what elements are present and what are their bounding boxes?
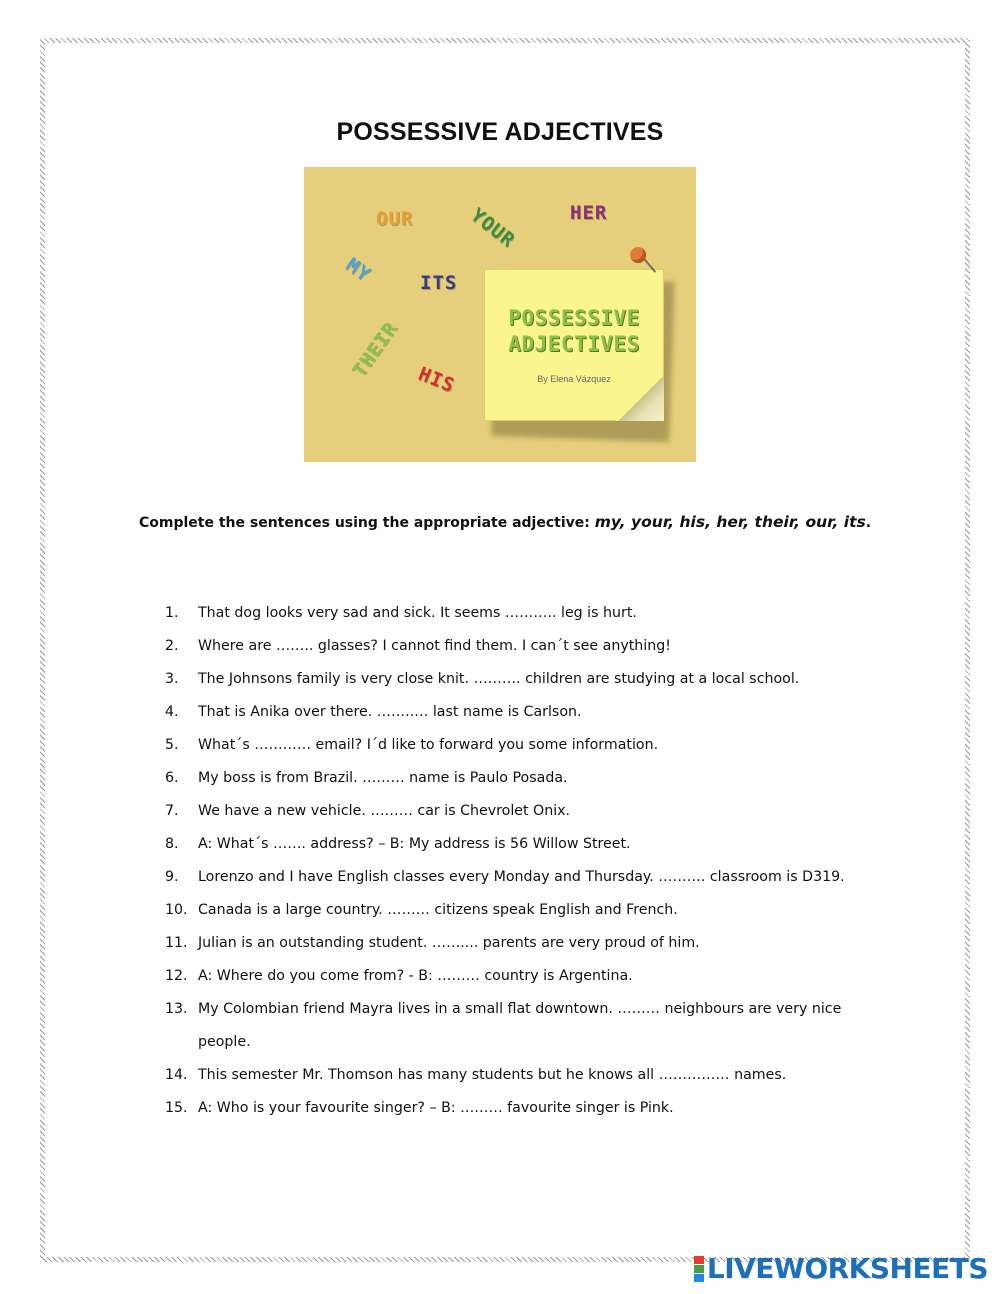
liveworksheets-icon: [694, 1256, 704, 1282]
item-number: 9.: [165, 869, 179, 885]
list-item: [165, 993, 885, 1059]
item-number: 3.: [165, 671, 179, 687]
page-curl: [616, 377, 664, 421]
banner-word-my: MY: [341, 253, 375, 287]
item-number: 12.: [165, 968, 188, 984]
item-number: 14.: [165, 1067, 188, 1083]
sticky-note-author: By Elena Vázquez: [537, 374, 611, 384]
sticky-note-title-line2: ADJECTIVES: [508, 332, 640, 356]
sticky-note-title-line1: POSSESSIVE: [508, 306, 640, 330]
list-item: [165, 630, 885, 663]
item-sentence: That is Anika over there. ……..… last name is Carlson.: [198, 704, 582, 720]
list-item: [165, 663, 885, 696]
list-item: [165, 795, 885, 828]
item-number: 11.: [165, 935, 188, 951]
page-title: POSSESSIVE ADJECTIVES: [336, 118, 664, 146]
item-sentence: Julian is an outstanding student. …….... parents are very proud of him.: [198, 935, 700, 951]
item-number: 5.: [165, 737, 179, 753]
item-sentence: This semester Mr. Thomson has many students but he knows all …………… names.: [198, 1067, 787, 1083]
push-pin-icon: [630, 247, 646, 263]
list-item: [165, 696, 885, 729]
banner-word-our: OUR: [376, 208, 414, 230]
item-sentence: My boss is from Brazil. ……… name is Paulo Posada.: [198, 770, 568, 786]
item-sentence: Where are …….. glasses? I cannot find them. I can´t see anything!: [198, 638, 671, 654]
list-item: [165, 762, 885, 795]
item-number: 13.: [165, 1001, 188, 1017]
banner-word-her: HER: [570, 202, 608, 224]
item-sentence: Canada is a large country. ……… citizens speak English and French.: [198, 902, 678, 918]
list-item: [165, 960, 885, 993]
item-sentence: My Colombian friend Mayra lives in a small flat downtown. ……… neighbours are very nice people.: [198, 1001, 842, 1050]
liveworksheets-brand: LIVEWORKSHEETS: [706, 1252, 988, 1285]
item-sentence: The Johnsons family is very close knit. ………. children are studying at a local school.: [198, 671, 800, 687]
item-sentence: That dog looks very sad and sick. It seems ……….. leg is hurt.: [198, 605, 637, 621]
banner-word-its: ITS: [420, 272, 458, 294]
sticky-note: [484, 269, 664, 421]
instructions: [139, 513, 879, 531]
list-item: [165, 729, 885, 762]
item-number: 8.: [165, 836, 179, 852]
list-item: [165, 597, 885, 630]
list-item: [165, 1092, 885, 1125]
item-sentence: A: Who is your favourite singer? – B: ……… favourite singer is Pink.: [198, 1100, 674, 1116]
item-sentence: What´s ………… email? I´d like to forward you some information.: [198, 737, 659, 753]
liveworksheets-logo[interactable]: [694, 1252, 988, 1285]
list-item: [165, 828, 885, 861]
item-number: 6.: [165, 770, 179, 786]
item-number: 15.: [165, 1100, 188, 1116]
instructions-word-bank: my, your, his, her, their, our, its: [594, 513, 866, 531]
list-item: [165, 1059, 885, 1092]
instructions-period: .: [865, 515, 872, 531]
item-number: 7.: [165, 803, 179, 819]
item-number: 10.: [165, 902, 188, 918]
item-number: 2.: [165, 638, 179, 654]
item-sentence: A: Where do you come from? - B: ……… country is Argentina.: [198, 968, 633, 984]
item-sentence: We have a new vehicle. ……… car is Chevrolet Onix.: [198, 803, 571, 819]
list-item: [165, 894, 885, 927]
banner-word-your: YOUR: [466, 204, 520, 252]
item-number: 4.: [165, 704, 179, 720]
list-item: [165, 927, 885, 960]
item-number: 1.: [165, 605, 179, 621]
item-sentence: A: What´s ……. address? – B: My address is 56 Willow Street.: [198, 836, 631, 852]
item-sentence: Lorenzo and I have English classes every Monday and Thursday. ………. classroom is D319.: [198, 869, 845, 885]
banner-word-their: THEIR: [348, 318, 402, 382]
exercise-list: [165, 597, 885, 1125]
list-item: [165, 861, 885, 894]
banner-word-his: HIS: [415, 362, 459, 398]
title-banner-image: [304, 167, 696, 462]
instructions-text: Complete the sentences using the appropriate adjective:: [139, 515, 595, 531]
